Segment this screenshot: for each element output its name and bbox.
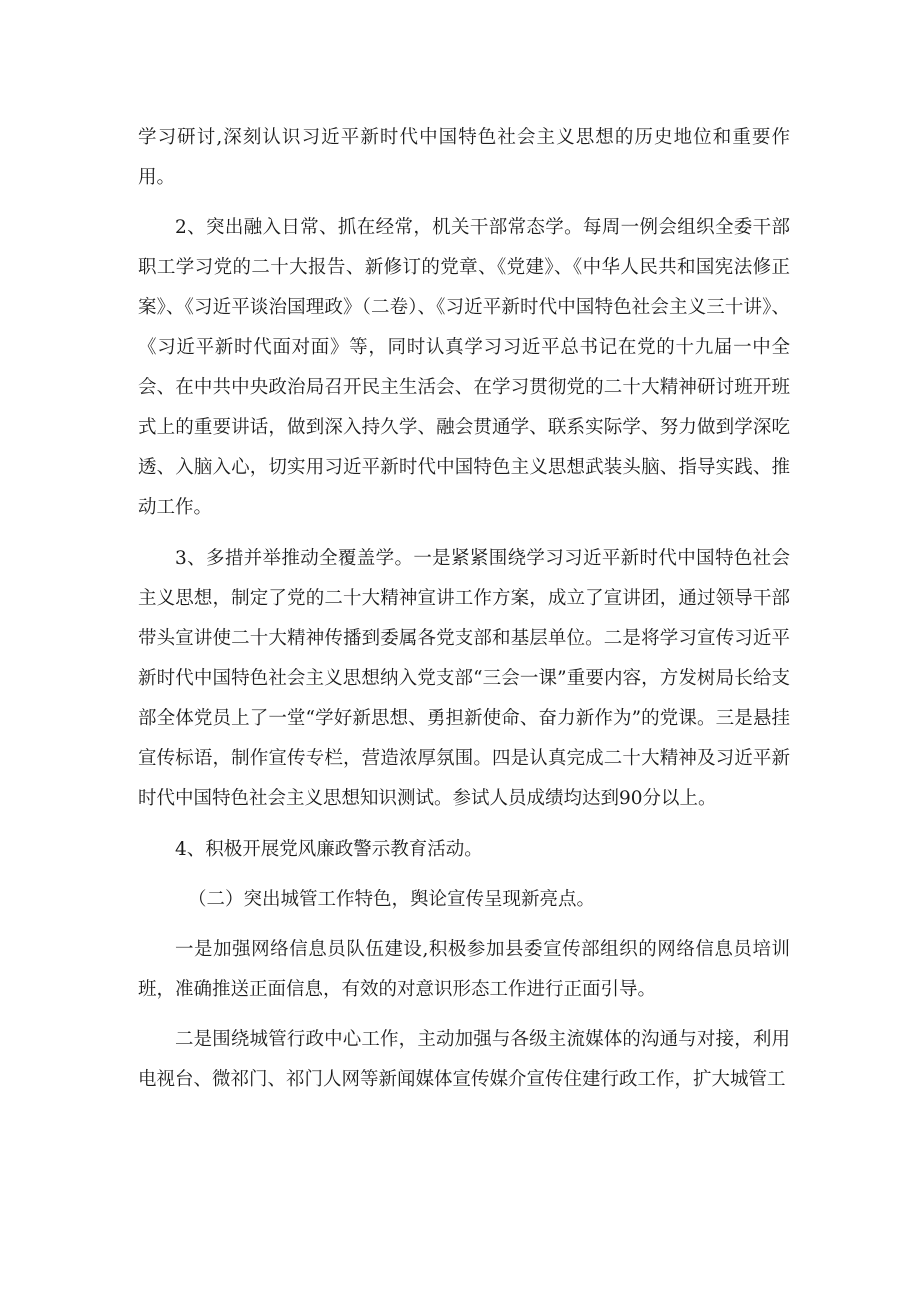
paragraph-4: 4、积极开展党风廉政警示教育活动。 (175, 839, 483, 860)
paragraph-6: 二是围绕城管行政中心工作，主动加强与各级主流媒体的沟通与对接，利用电视台、微祁门、祁门人网等新闻媒体宣传媒介宣传住建行政工作，扩大城管工 (138, 1029, 790, 1090)
section-heading: （二）突出城管工作特色，舆论宣传呈现新亮点。 (188, 889, 596, 910)
paragraph-5: 一是加强网络信息员队伍建设,积极参加县委宣传部组织的网络信息员培训班，准确推送正面信息，有效的对意识形态工作进行正面引导。 (138, 939, 790, 1000)
paragraph-3: 3、多措并举推动全覆盖学。一是紧紧围绕学习习近平新时代中国特色社会主义思想，制定了党的二十大精神宣讲工作方案，成立了宣讲团，通过领导干部带头宣讲使二十大精神传播到委属各党支部和基层单位。二是将学习宣传习近平新时代中国特色社会主义思想纳入党支部“三会一课”重要内容，方发树局长给支部全体党员上了一堂“学好新思想、勇担新使命、奋力新作为”的党课。三是悬挂宣传标语，制作宣传专栏，营造浓厚氛围。四是认真完成二十大精神及习近平新时代中国特色社会主义思想知识测试。参试人员成绩均达到90分以上。 (138, 548, 790, 809)
paragraph-2: 2、突出融入日常、抓在经常，机关干部常态学。每周一例会组织全委干部职工学习党的二十大报告、新修订的党章、《党建》、《中华人民共和国宪法修正案》、《习近平谈治国理政》（二卷）、《习近平新时代中国特色社会主义三十讲》、《习近平新时代面对面》等，同时认真学习习近平总书记在党的十九届一中全会、在中共中央政治局召开民主生活会、在学习贯彻党的二十大精神研讨班开班式上的重要讲话，做到深入持久学、融会贯通学、联系实际学、努力做到学深吃透、入脑入心，切实用习近平新时代中国特色主义思想武装头脑、指导实践、推动工作。 (138, 217, 790, 518)
paragraph-1: 学习研讨,深刻认识习近平新时代中国特色社会主义思想的历史地位和重要作用。 (138, 127, 790, 188)
document-body (138, 118, 790, 1100)
